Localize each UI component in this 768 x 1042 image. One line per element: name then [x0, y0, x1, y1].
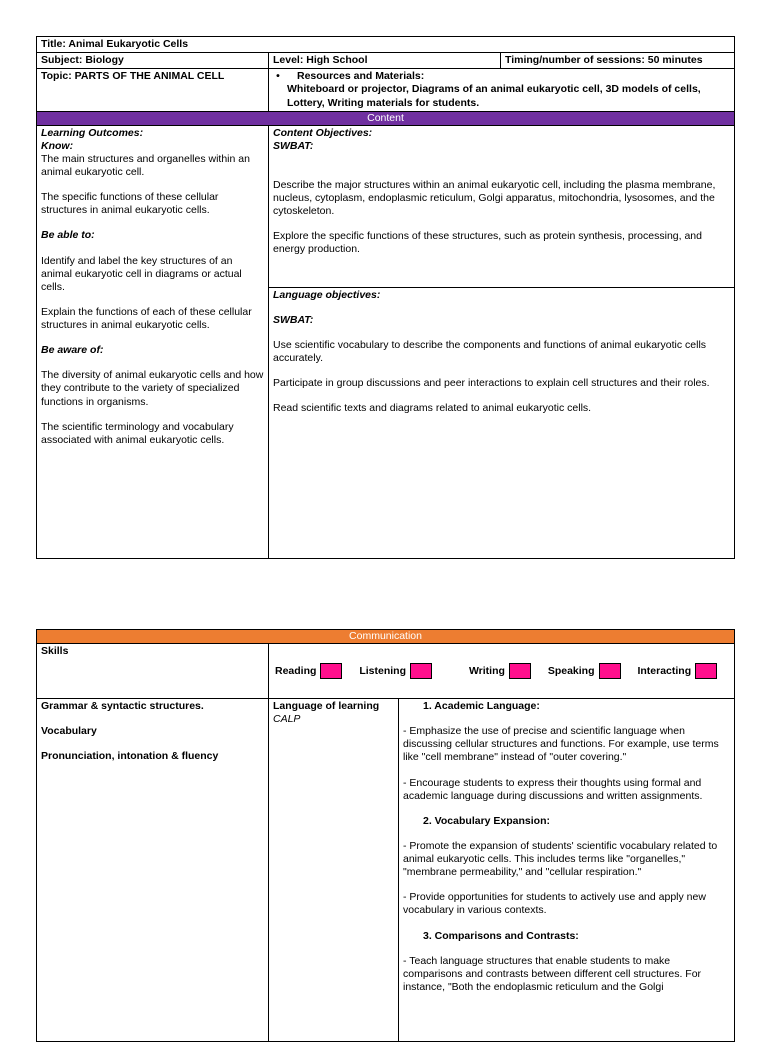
- lesson-plan-header-table: [36, 36, 735, 559]
- language-areas-cell: Grammar & syntactic structures. Vocabulary Pronunciation, intonation & fluency: [37, 699, 269, 1042]
- language-of-learning-cell: Language of learning CALP: [269, 699, 399, 1042]
- content-objectives-cell: Content Objectives: SWBAT: Describe the major structures within an animal eukaryotic cell, including the plasma membrane, nucleus, cytoplasm, endoplasmic reticulum, Golgi apparatus, mitochondria, lysosomes, and the cytoskeleton. Explore the specific functions of these structures, such as protein synthesis, processing, and energy production.: [269, 125, 735, 287]
- learning-outcomes-cell: Learning Outcomes: Know: The main structures and organelles within an animal eukaryotic cell. The specific functions of these cellular structures in animal eukaryotic cells. Be able to: Identify and label the key structures of an animal eukaryotic cell in diagrams or actual cells. Explain the functions of each of these cellular structures in animal eukaryotic cells. Be aware of: The diversity of animal eukaryotic cells and how they contribute to the variety of specialized functions in organisms. The scientific terminology and vocabulary associated with animal eukaryotic cells.: [37, 125, 269, 558]
- title-cell: Title: Animal Eukaryotic Cells: [37, 37, 735, 53]
- subject-cell: Subject: Biology: [37, 53, 269, 69]
- skill-reading-label: Reading: [275, 664, 317, 677]
- calp-details-cell: 1. Academic Language: - Emphasize the use of precise and scientific language when discussing cellular structures and functions. For example, use terms like "cell membrane" instead of "outer covering." - Encourage students to express their thoughts using formal and academic language during discussions and written assignments. 2. Vocabulary Expansion: - Promote the expansion of students' scientific vocabulary related to animal eukaryotic cells. This includes terms like "organelles," "membrane permeability," and "cellular respiration." - Provide opportunities for students to actively use and apply new vocabulary in various contexts. 3. Comparisons and Contrasts: - Teach language structures that enable students to make comparisons and contrasts between different cell structures. For instance, "Both the endoplasmic reticulum and the Golgi: [399, 699, 735, 1042]
- skill-listening-label: Listening: [359, 664, 407, 677]
- topic-cell: Topic: PARTS OF THE ANIMAL CELL: [37, 69, 269, 111]
- bullet-icon: •: [276, 70, 280, 83]
- skill-listening-marker: [410, 663, 432, 679]
- skill-interacting-label: Interacting: [637, 664, 692, 677]
- skill-reading-marker: [320, 663, 342, 679]
- skill-writing-marker: [509, 663, 531, 679]
- communication-section-bar: Communication: [37, 630, 735, 644]
- skills-row: [269, 644, 735, 699]
- skill-writing-label: Writing: [468, 664, 505, 677]
- skill-speaking-marker: [599, 663, 621, 679]
- level-cell: Level: High School: [269, 53, 501, 69]
- skills-label: Skills: [37, 644, 269, 699]
- communication-table: [36, 629, 735, 1042]
- skill-speaking-label: Speaking: [547, 664, 595, 677]
- language-objectives-cell: Language objectives: SWBAT: Use scientific vocabulary to describe the components and functions of animal eukaryotic cells accurately. Participate in group discussions and peer interactions to explain cell structures and their roles. Read scientific texts and diagrams related to animal eukaryotic cells.: [269, 287, 735, 558]
- content-section-bar: Content: [37, 111, 735, 125]
- timing-cell: Timing/number of sessions: 50 minutes: [501, 53, 735, 69]
- resources-cell: • Resources and Materials: Whiteboard or projector, Diagrams of an animal eukaryotic cell, 3D models of cells, Lottery, Writing materials for students.: [269, 69, 735, 111]
- skill-interacting-marker: [695, 663, 717, 679]
- resources-text: Whiteboard or projector, Diagrams of an animal eukaryotic cell, 3D models of cells, Lottery, Writing materials for students.: [287, 83, 701, 109]
